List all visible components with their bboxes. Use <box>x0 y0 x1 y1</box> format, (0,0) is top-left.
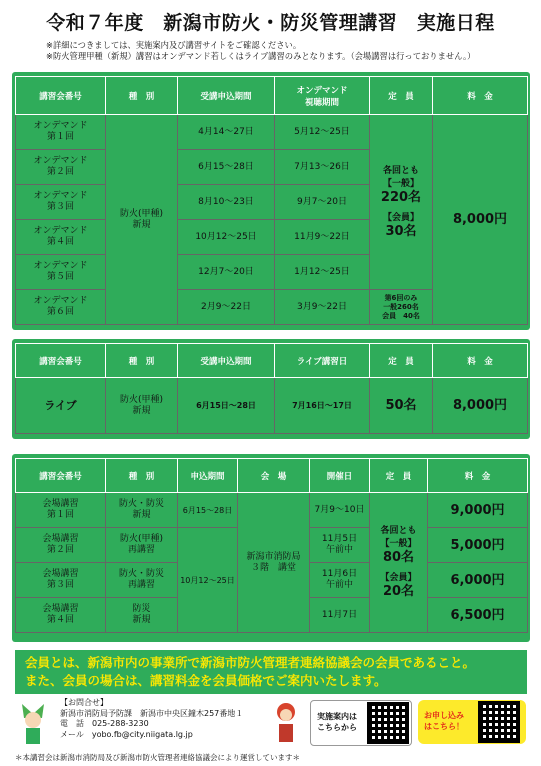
capacity-cell <box>370 115 433 290</box>
capacity-cell: 50名 <box>370 378 433 434</box>
course-type: 防火(甲種) 新規 <box>106 378 178 434</box>
fee-cell: 8,000円 <box>433 115 528 325</box>
qr-code-icon <box>367 702 409 744</box>
header-apply: 申込期間 <box>178 459 238 493</box>
page-title: 令和７年度 新潟市防火・防災管理講習 実施日程 <box>46 12 495 34</box>
ondemand-table <box>15 76 528 325</box>
session-number: オンデマンド 第２回 <box>16 150 106 185</box>
mascot-right <box>272 700 300 746</box>
header-number: 講習会番号 <box>16 459 106 493</box>
capacity-general-label: 【一般】 <box>380 539 417 549</box>
session-number: オンデマンド 第５回 <box>16 255 106 290</box>
capacity-member-label: 【会員】 <box>382 212 419 223</box>
live-table <box>15 343 528 434</box>
apply-period: 8月10～23日 <box>178 185 275 220</box>
session-number: ライブ <box>16 378 106 434</box>
qr2-label: お申し込み はこちら！ <box>424 711 464 731</box>
header-live-date: ライブ講習日 <box>275 344 370 378</box>
course-type: 防災 新規 <box>106 598 178 633</box>
event-date: 11月6日 午前中 <box>310 563 370 598</box>
fee-cell: 8,000円 <box>433 378 528 434</box>
header-view: オンデマンド 視聴期間 <box>275 77 370 115</box>
apply-period: 6月15～28日 <box>178 493 238 528</box>
view-period: 9月7～20日 <box>275 185 370 220</box>
fee-cell: 6,000円 <box>428 563 528 598</box>
capacity-member: 20名 <box>382 584 415 599</box>
session-number: オンデマンド 第１回 <box>16 115 106 150</box>
contact-org: 新潟市消防局予防課 新潟市中央区鐘木257番地１ <box>60 708 244 718</box>
course-type: 防火・防災 再講習 <box>106 563 178 598</box>
qr1-label: 実施案内は こちらから <box>317 712 357 732</box>
header-date: 開催日 <box>310 459 370 493</box>
contact-label: 【お問合せ】 <box>60 698 108 707</box>
member-banner: 会員とは、新潟市内の事業所で新潟市防火管理者連絡協議会の会員であること。 また、会員の場合は、講習料金を会員価格でご案内いたします。 <box>15 650 527 694</box>
capacity-general-label: 【一般】 <box>382 178 419 189</box>
note-2: ※防火管理甲種（新規）講習はオンデマンド若しくはライブ講習のみとなります。（会場講習は行っておりません。） <box>46 51 476 61</box>
course-type: 防火(甲種) 再講習 <box>106 528 178 563</box>
header-fee: 料 金 <box>433 344 528 378</box>
live-date: 7月16日～17日 <box>275 378 370 434</box>
apply-period: 2月9～22日 <box>178 290 275 325</box>
contact-mail[interactable]: メール yobo.fb@city.niigata.lg.jp <box>60 729 193 739</box>
qr-code-icon <box>478 701 520 743</box>
header-capacity: 定 員 <box>370 77 433 115</box>
header-fee: 料 金 <box>428 459 528 493</box>
apply-period: 6月15～28日 <box>178 150 275 185</box>
view-period: 5月12～25日 <box>275 115 370 150</box>
view-period: 3月9～22日 <box>275 290 370 325</box>
capacity-general: 80名 <box>382 550 415 565</box>
footnote: ＊本講習会は新潟市消防局及び新潟市防火管理者連絡協議会により運営しています＊ <box>15 753 300 762</box>
header-capacity: 定 員 <box>370 459 428 493</box>
session-number: オンデマンド 第３回 <box>16 185 106 220</box>
header-apply: 受講申込期間 <box>178 77 275 115</box>
qr2-box[interactable] <box>418 700 526 744</box>
note-1: ※詳細につきましては、実施案内及び講習サイトをご確認ください。 <box>46 40 302 50</box>
session-number: 会場講習 第４回 <box>16 598 106 633</box>
capacity-each: 各回とも <box>382 165 419 176</box>
capacity-each: 各回とも <box>380 526 417 536</box>
capacity-member: 30名 <box>385 223 417 239</box>
session-number: オンデマンド 第６回 <box>16 290 106 325</box>
fee-cell: 9,000円 <box>428 493 528 528</box>
capacity-round6: 第6回のみ 一般260名 会員 40名 <box>370 290 433 325</box>
contact-tel: 電 話 025-288-3230 <box>60 719 149 728</box>
fee-cell: 5,000円 <box>428 528 528 563</box>
event-date: 7月9～10日 <box>310 493 370 528</box>
header-type: 種 別 <box>106 77 178 115</box>
venue-table <box>15 458 528 633</box>
event-date: 11月7日 <box>310 598 370 633</box>
header-type: 種 別 <box>106 344 178 378</box>
event-date: 11月5日 午前中 <box>310 528 370 563</box>
header-number: 講習会番号 <box>16 77 106 115</box>
header-capacity: 定 員 <box>370 344 433 378</box>
capacity-member-label: 【会員】 <box>380 573 417 583</box>
header-number: 講習会番号 <box>16 344 106 378</box>
view-period: 11月9～22日 <box>275 220 370 255</box>
view-period: 7月13～26日 <box>275 150 370 185</box>
apply-period: 10月12～25日 <box>178 528 238 633</box>
contact-block <box>60 698 243 740</box>
capacity-cell <box>370 493 428 633</box>
view-period: 1月12～25日 <box>275 255 370 290</box>
apply-period: 10月12～25日 <box>178 220 275 255</box>
header-type: 種 別 <box>106 459 178 493</box>
session-number: 会場講習 第２回 <box>16 528 106 563</box>
course-type: 防火・防災 新規 <box>106 493 178 528</box>
apply-period: 6月15日～28日 <box>178 378 275 434</box>
course-type: 防火(甲種) 新規 <box>106 115 178 325</box>
fee-cell: 6,500円 <box>428 598 528 633</box>
header-fee: 料 金 <box>433 77 528 115</box>
session-number: 会場講習 第１回 <box>16 493 106 528</box>
header-apply: 受講申込期間 <box>178 344 275 378</box>
apply-period: 4月14～27日 <box>178 115 275 150</box>
qr1-box[interactable] <box>310 700 412 746</box>
capacity-general: 220名 <box>380 189 422 205</box>
mascot-left <box>18 700 48 748</box>
session-number: 会場講習 第３回 <box>16 563 106 598</box>
session-number: オンデマンド 第４回 <box>16 220 106 255</box>
header-venue: 会 場 <box>238 459 310 493</box>
apply-period: 12月7～20日 <box>178 255 275 290</box>
venue-cell: 新潟市消防局 ３階 講堂 <box>238 493 310 633</box>
